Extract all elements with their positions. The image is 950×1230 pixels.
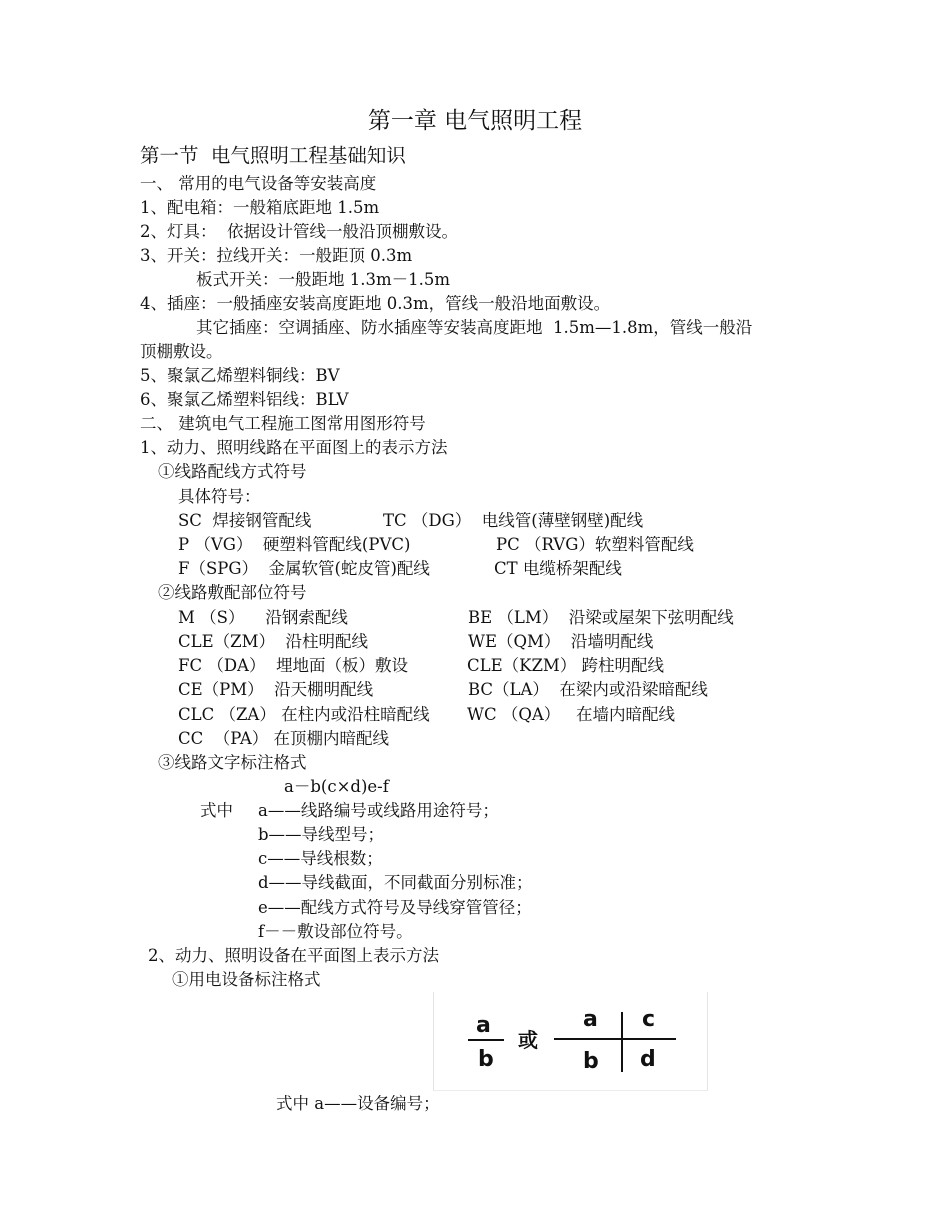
wiring-method-code: PC （RVG）软塑料管配线 <box>496 535 694 554</box>
figure-label-a2: a <box>583 1007 598 1032</box>
position-code: WE（QM） 沿墙明配线 <box>468 632 654 651</box>
text-line: ①线路配线方式符号 <box>158 462 307 481</box>
text-line: 具体符号： <box>178 487 261 506</box>
position-code: FC （DA） 埋地面（板）敷设 <box>178 656 408 675</box>
text-line: 2、灯具： 依据设计管线一般沿顶棚敷设。 <box>140 222 458 241</box>
figure-label-a: a <box>476 1013 491 1038</box>
subsection-heading-1: 一、 常用的电气设备等安装高度 <box>140 174 377 193</box>
formula-term: d——导线截面，不同截面分别标准； <box>258 873 533 892</box>
cross-divider <box>621 1012 623 1072</box>
text-line: 6、聚氯乙烯塑料铝线：BLV <box>140 390 349 409</box>
text-line: 1、动力、照明线路在平面图上的表示方法 <box>140 438 448 457</box>
text-line: 1、配电箱：一般箱底距地 1.5m <box>140 198 380 217</box>
text-line: 式中 a——设备编号； <box>276 1094 440 1113</box>
text-line: ①用电设备标注格式 <box>172 970 321 989</box>
section-heading: 第一节 电气照明工程基础知识 <box>140 144 406 167</box>
wiring-method-code: TC （DG） 电线管(薄壁钢壁)配线 <box>383 511 644 530</box>
text-line: 5、聚氯乙烯塑料铜线：BV <box>140 366 340 385</box>
position-code: M （S） 沿钢索配线 <box>178 608 348 627</box>
formula-term: c——导线根数； <box>258 849 383 868</box>
position-code: WC （QA） 在墙内暗配线 <box>467 705 676 724</box>
figure-label-b: b <box>478 1047 494 1072</box>
text-line: ②线路敷配部位符号 <box>158 583 307 602</box>
formula-term: e——配线方式符号及导线穿管管径； <box>258 898 532 917</box>
formula-term: f－－敷设部位符号。 <box>258 922 413 941</box>
position-code: CLC （ZA） 在柱内或沿柱暗配线 <box>178 705 430 724</box>
text-line: 其它插座：空调插座、防水插座等安装高度距地 1.5m—1.8m，管线一般沿 <box>196 318 753 337</box>
text-line: 4、插座：一般插座安装高度距地 0.3m，管线一般沿地面敷设。 <box>140 294 611 313</box>
formula: a－b(c×d)e-f <box>284 777 389 796</box>
formula-term: b——导线型号； <box>258 825 385 844</box>
subsection-heading-2: 二、 建筑电气工程施工图常用图形符号 <box>140 414 426 433</box>
wiring-method-code: F（SPG） 金属软管(蛇皮管)配线 <box>178 559 430 578</box>
text-line: 顶棚敷设。 <box>140 342 223 361</box>
position-code: BC（LA） 在梁内或沿梁暗配线 <box>468 680 708 699</box>
figure-label-b2: b <box>583 1049 599 1074</box>
formula-label: 式中 <box>200 801 233 820</box>
position-code: CLE（KZM） 跨柱明配线 <box>467 656 665 675</box>
wiring-method-code: SC 焊接钢管配线 <box>178 511 312 530</box>
figure-label-c: c <box>642 1007 656 1032</box>
wiring-method-code: P （VG） 硬塑料管配线(PVC) <box>178 535 411 554</box>
equipment-notation-figure <box>433 992 708 1091</box>
figure-label-d: d <box>640 1047 656 1072</box>
fraction-bar <box>468 1039 504 1041</box>
position-code: CLE（ZM） 沿柱明配线 <box>178 632 368 651</box>
position-code: BE （LM） 沿梁或屋架下弦明配线 <box>468 608 734 627</box>
text-line: 2、动力、照明设备在平面图上表示方法 <box>148 946 439 965</box>
text-line: 板式开关：一般距地 1.3m－1.5m <box>196 270 451 289</box>
wiring-method-code: CT 电缆桥架配线 <box>494 559 622 578</box>
formula-term: a——线路编号或线路用途符号； <box>258 801 499 820</box>
text-line: ③线路文字标注格式 <box>158 753 307 772</box>
position-code: CC （PA） 在顶棚内暗配线 <box>178 729 389 748</box>
chapter-title: 第一章 电气照明工程 <box>367 108 583 134</box>
text-line: 3、开关：拉线开关：一般距顶 0.3m <box>140 246 413 265</box>
figure-or-label: 或 <box>518 1028 538 1052</box>
position-code: CE（PM） 沿天棚明配线 <box>178 680 374 699</box>
cross-bar <box>554 1038 676 1040</box>
